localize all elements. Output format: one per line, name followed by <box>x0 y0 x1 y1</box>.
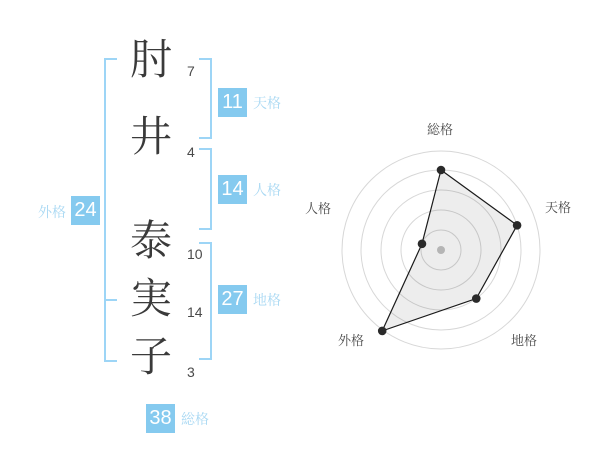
name-char-1: 肘 <box>129 36 172 83</box>
soukaku-label: 総格 <box>181 411 209 427</box>
stroke-count-4: 14 <box>187 304 203 320</box>
stroke-count-2: 4 <box>187 144 195 160</box>
stroke-count-5: 3 <box>187 364 195 380</box>
jinkaku-bracket-tick-top <box>199 148 212 150</box>
tenkaku-bracket-line <box>210 58 212 139</box>
stroke-count-3: 10 <box>187 246 203 262</box>
soukaku-value-box: 38 <box>146 404 175 433</box>
radar-label-chikaku: 地格 <box>511 333 538 348</box>
jinkaku-label: 人格 <box>253 182 281 198</box>
gaikaku-value-box: 24 <box>71 196 100 225</box>
name-char-3: 泰 <box>129 217 172 264</box>
radar-label-soukaku: 総格 <box>427 122 454 137</box>
chikaku-bracket-line <box>210 242 212 360</box>
gaikaku-bracket-tick-top <box>104 58 117 60</box>
gaikaku-bracket-tick-mid <box>104 299 117 301</box>
gaikaku-bracket-line <box>104 58 106 362</box>
tenkaku-value-box: 11 <box>218 88 247 117</box>
radar-chart <box>329 138 553 362</box>
radar-label-tenkaku: 天格 <box>545 200 572 215</box>
jinkaku-value-box: 14 <box>218 175 247 204</box>
gaikaku-bracket-tick-bottom <box>104 360 117 362</box>
chikaku-bracket-tick-top <box>199 242 212 244</box>
name-char-2: 井 <box>129 113 172 160</box>
jinkaku-bracket-line <box>210 148 212 230</box>
jinkaku-bracket-tick-bottom <box>199 228 212 230</box>
chikaku-value-box: 27 <box>218 285 247 314</box>
chikaku-label: 地格 <box>253 292 281 308</box>
tenkaku-bracket-tick-top <box>199 58 212 60</box>
stroke-count-1: 7 <box>187 63 195 79</box>
tenkaku-bracket-tick-bottom <box>199 137 212 139</box>
tenkaku-label: 天格 <box>253 95 281 111</box>
radar-label-gaikaku: 外格 <box>338 333 365 348</box>
radar-label-jinkaku: 人格 <box>305 201 332 216</box>
name-char-4: 実 <box>129 275 172 322</box>
gaikaku-label: 外格 <box>38 204 66 220</box>
chikaku-bracket-tick-bottom <box>199 358 212 360</box>
name-char-5: 子 <box>129 333 172 380</box>
